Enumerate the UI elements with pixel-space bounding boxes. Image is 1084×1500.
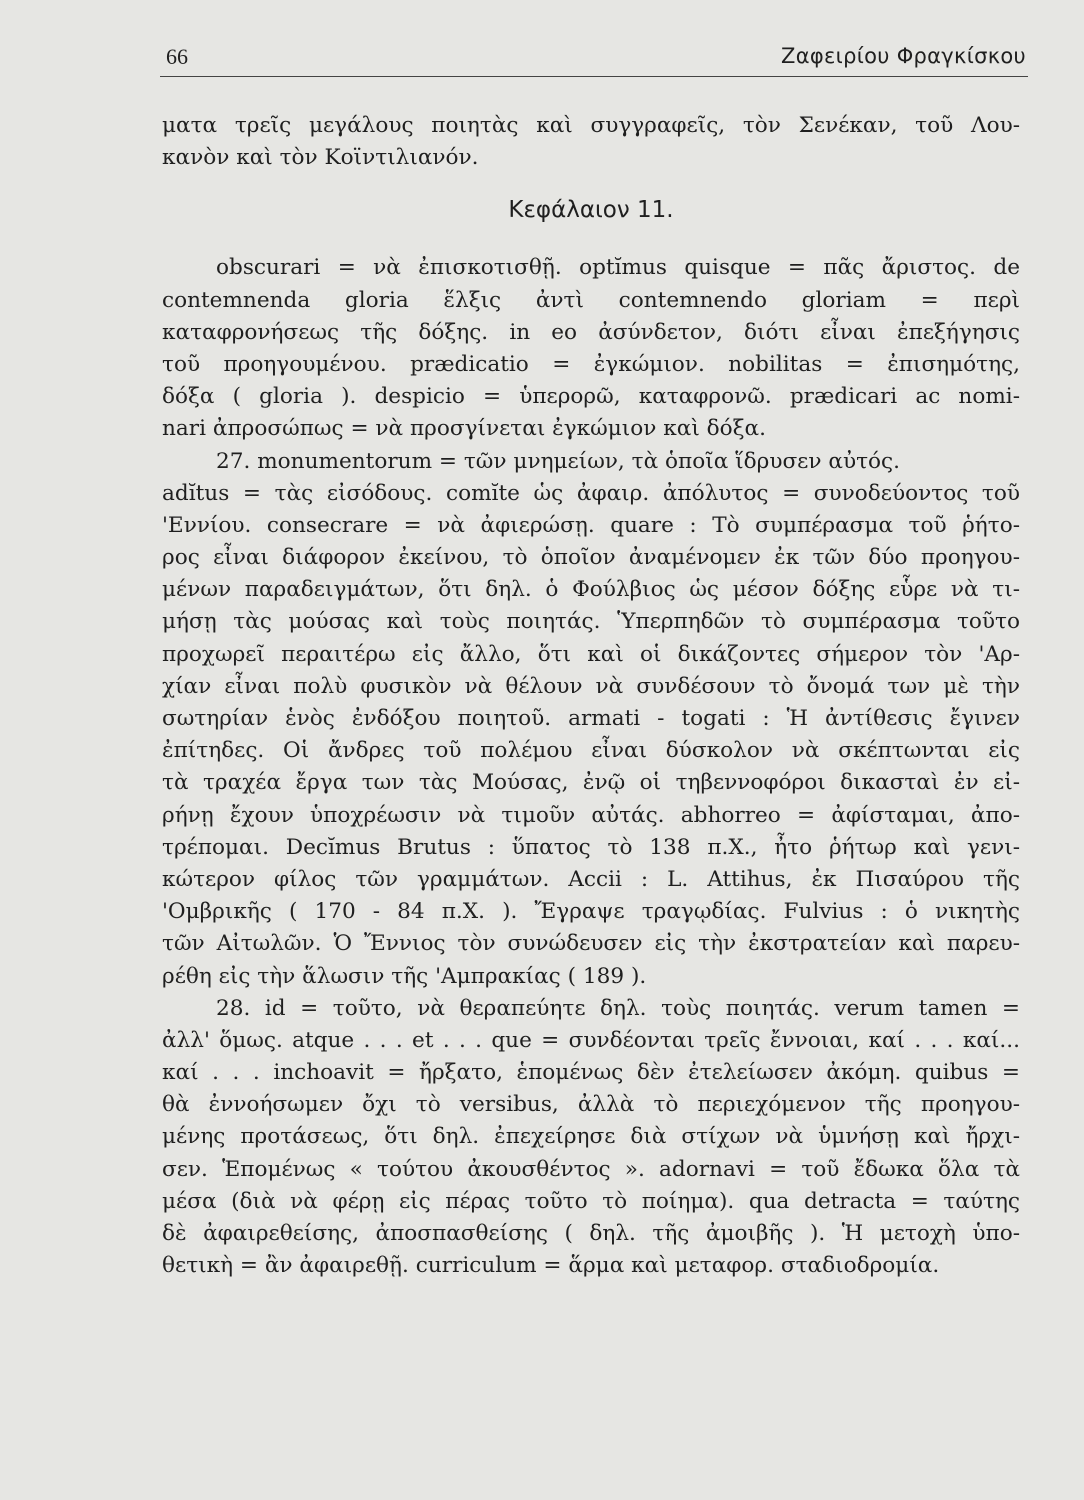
text-line: ρέθη εἰς τὴν ἅλωσιν τῆς 'Αμπρακίας ( 189 ). [162, 963, 647, 989]
text-line: τῶν Αἰτωλῶν. Ὁ Ἔννιος τὸν συνώδευσεν εἰς τὴν ἐκστρατείαν καὶ παρευ- [162, 931, 1020, 957]
text-line: contemnenda gloria ἕλξις ἀντὶ contemnendo gloriam = περὶ [162, 287, 1020, 313]
running-title: Ζαφειρίου Φραγκίσκου [781, 44, 1026, 68]
text-line: τὰ τραχέα ἔργα των τὰς Μούσας, ἐνῷ οἱ τηβεννοφόροι δικασταὶ ἐν εἰ- [162, 770, 1020, 796]
text-line: προχωρεῖ περαιτέρω εἰς ἄλλο, ὅτι καὶ οἱ δικάζοντες σήμερον τὸν 'Αρ- [162, 641, 1020, 667]
page-number: 66 [166, 44, 188, 69]
text-line: σεν. Ἑπομένως « τούτου ἀκουσθέντος ». adornavi = τοῦ ἔδωκα ὅλα τὰ [162, 1156, 1020, 1182]
text-line: δὲ ἀφαιρεθείσης, ἀποσπασθείσης ( δηλ. τῆς ἀμοιβῆς ). Ἡ μετοχὴ ὑπο- [162, 1221, 1020, 1246]
text-line: χίαν εἶναι πολὺ φυσικὸν νὰ θέλουν νὰ συνδέσουν τὸ ὄνομά των μὲ τὴν [162, 673, 1020, 699]
page-body [162, 110, 1020, 1282]
text-line: 28. id = τοῦτο, νὰ θεραπεύητε δηλ. τοὺς ποιητάς. verum tamen = [216, 995, 1020, 1021]
page-header [160, 40, 1028, 77]
chapter-title: Κεφάλαιον 11. [508, 197, 674, 224]
text-line: ἐπίτηδες. Οἱ ἄνδρες τοῦ πολέμου εἶναι δύσκολον νὰ σκέπτωνται εἰς [162, 738, 1020, 764]
text-line: ἀλλ' ὅμως. atque . . . et . . . que = συνδέονται τρεῖς ἔννοιαι, καί . . . καί... [162, 1027, 1020, 1053]
text-line: 'Εννίου. consecrare = νὰ ἀφιερώσῃ. quare : Τὸ συμπέρασμα τοῦ ῥήτο- [162, 512, 1020, 538]
text-line: κώτερον φίλος τῶν γραμμάτων. Accii : L. Attihus, ἐκ Πισαύρου τῆς [162, 866, 1020, 892]
text-line: ρος εἶναι διάφορον ἐκείνου, τὸ ὁποῖον ἀναμένομεν ἐκ τῶν δύο προηγου- [162, 545, 1020, 571]
text-line: 27. monumentorum = τῶν μνημείων, τὰ ὁποῖα ἵδρυσεν αὐτός. [216, 448, 900, 474]
text-line: τοῦ προηγουμένου. prædicatio = ἐγκώμιον. nobilitas = ἐπισημότης, [162, 351, 1020, 377]
text-line: καταφρονήσεως τῆς δόξης. in eo ἀσύνδετον, διότι εἶναι ἐπεξήγησις [162, 319, 1020, 345]
text-line: μένης προτάσεως, ὅτι δηλ. ἐπεχείρησε διὰ στίχων νὰ ὑμνήσῃ καὶ ἤρχι- [162, 1124, 1020, 1150]
text-line: σωτηρίαν ἑνὸς ἐνδόξου ποιητοῦ. armati - togati : Ἡ ἀντίθεσις ἔγινεν [162, 706, 1020, 731]
text-line: τρέπομαι. Decĭmus Brutus : ὕπατος τὸ 138 π.Χ., ἦτο ῥήτωρ καὶ γενι- [162, 834, 1020, 860]
text-line: θὰ ἐννοήσωμεν ὄχι τὸ versibus, ἀλλὰ τὸ περιεχόμενον τῆς προηγου- [162, 1092, 1020, 1118]
text-line: obscurari = νὰ ἐπισκοτισθῇ. optĭmus quisque = πᾶς ἄριστος. de [216, 255, 1020, 281]
text-line: μήσῃ τὰς μούσας καὶ τοὺς ποιητάς. Ὑπερπηδῶν τὸ συμπέρασμα τοῦτο [162, 609, 1020, 635]
text-line: μένων παραδειγμάτων, ὅτι δηλ. ὁ Φούλβιος ὡς μέσον δόξης εὗρε νὰ τι- [162, 577, 1020, 603]
text-line: καί . . . inchoavit = ἤρξατο, ἑπομένως δὲν ἐτελείωσεν ἀκόμη. quibus = [162, 1060, 1020, 1086]
text-line: nari ἀπροσώπως = νὰ προσγίνεται ἐγκώμιον καὶ δόξα. [162, 416, 766, 442]
text-line: θετικὴ = ἂν ἀφαιρεθῇ. curriculum = ἅρμα καὶ μεταφορ. σταδιοδρομία. [162, 1253, 940, 1279]
text-line: adĭtus = τὰς εἰσόδους. comĭte ὡς ἀφαιρ. ἀπόλυτος = συνοδεύοντος τοῦ [162, 480, 1020, 506]
text-line: ματα τρεῖς μεγάλους ποιητὰς καὶ συγγραφεῖς, τὸν Σενέκαν, τοῦ Λου- [162, 113, 1020, 138]
text-line: κανὸν καὶ τὸν Κοϊντιλιανόν. [162, 145, 479, 171]
text-line: δόξα ( gloria ). despicio = ὑπερορῶ, καταφρονῶ. prædicari ac nomi- [162, 384, 1020, 410]
text-line: μέσα (διὰ νὰ φέρῃ εἰς πέρας τοῦτο τὸ ποίημα). qua detracta = ταύτης [162, 1188, 1020, 1214]
text-line: 'Ομβρικῆς ( 170 - 84 π.Χ. ). Ἔγραψε τραγῳδίας. Fulvius : ὁ νικητὴς [162, 899, 1020, 925]
text-line: ρήνῃ ἔχουν ὑποχρέωσιν νὰ τιμοῦν αὐτάς. abhorreo = ἀφίσταμαι, ἀπο- [162, 802, 1020, 828]
